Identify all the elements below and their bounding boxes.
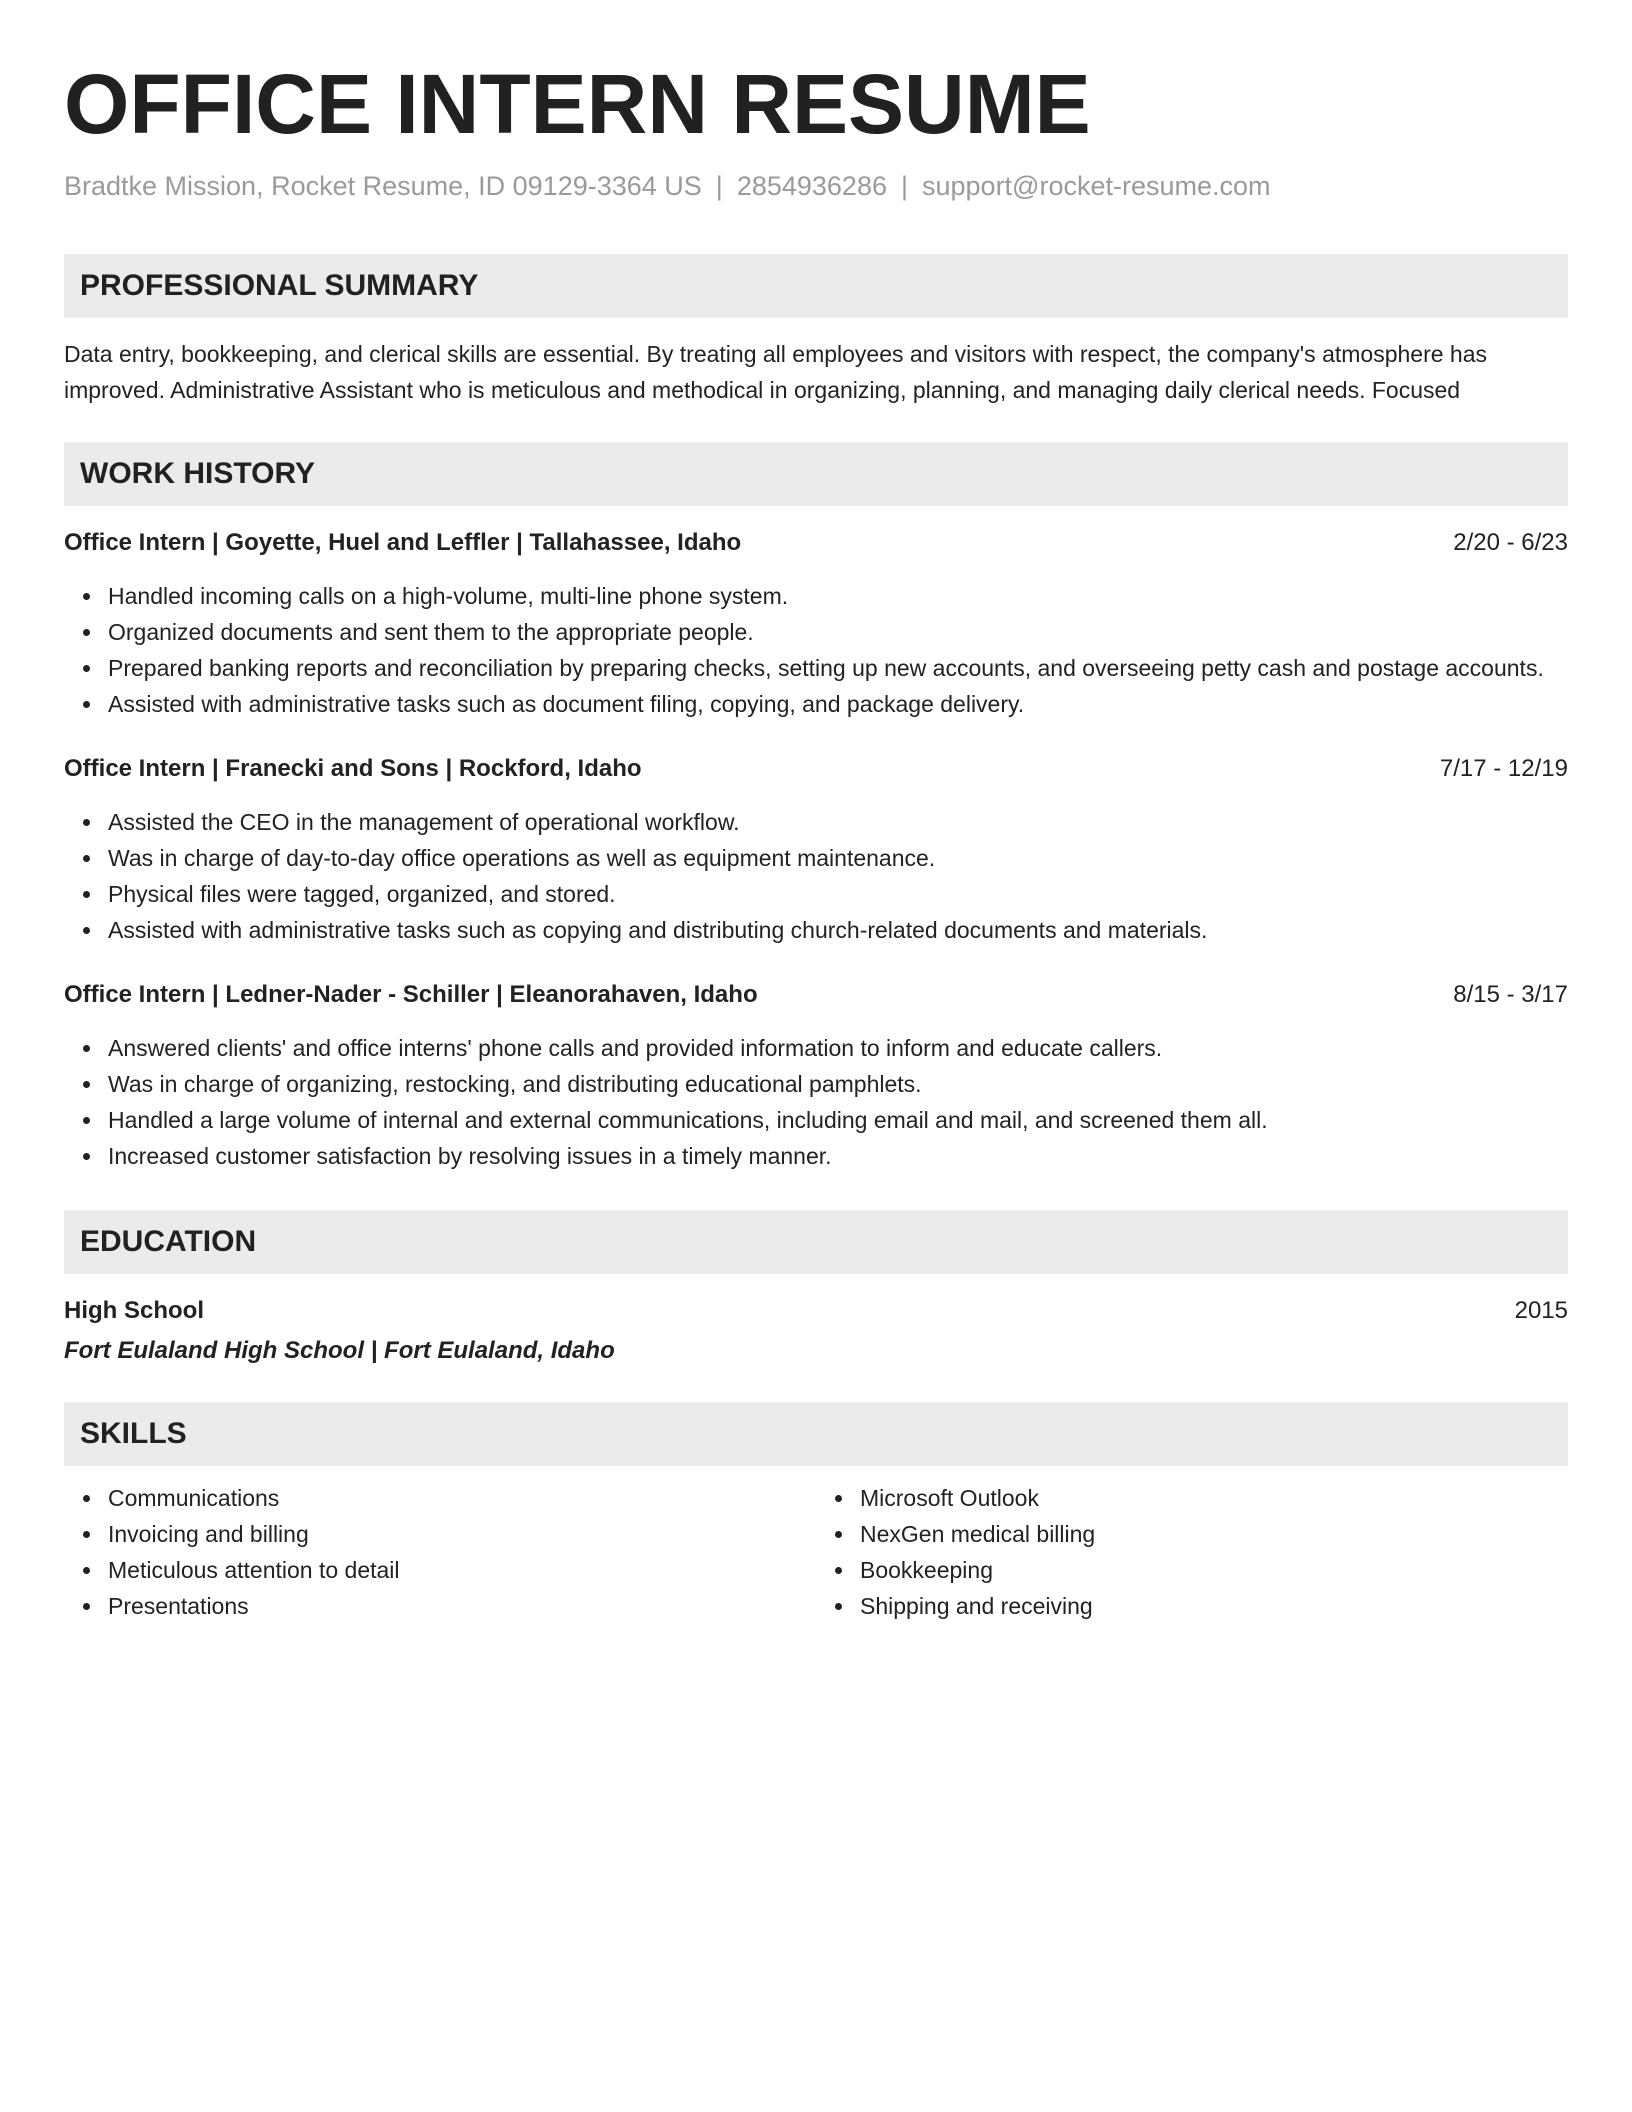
job-duties bbox=[64, 1030, 1568, 1174]
education-year: 2015 bbox=[1514, 1297, 1568, 1324]
job-duty: Physical files were tagged, organized, and stored. bbox=[108, 876, 1568, 912]
job-duties bbox=[64, 578, 1568, 722]
job-duty: Assisted with administrative tasks such as copying and distributing church-related documents and materials. bbox=[108, 912, 1568, 948]
skills-columns bbox=[64, 1480, 1568, 1624]
skill-item: Microsoft Outlook bbox=[860, 1480, 1568, 1516]
skill-item: Communications bbox=[108, 1480, 816, 1516]
job-dates: 2/20 - 6/23 bbox=[1453, 529, 1568, 556]
skill-item: Presentations bbox=[108, 1588, 816, 1624]
job-duty: Increased customer satisfaction by resolving issues in a timely manner. bbox=[108, 1138, 1568, 1174]
skill-item: NexGen medical billing bbox=[860, 1516, 1568, 1552]
job-entry bbox=[64, 526, 1568, 722]
skill-item: Invoicing and billing bbox=[108, 1516, 816, 1552]
section-heading-work-history: WORK HISTORY bbox=[64, 442, 1568, 506]
education-entry bbox=[64, 1294, 1568, 1368]
job-duty: Was in charge of day-to-day office operations as well as equipment maintenance. bbox=[108, 840, 1568, 876]
job-duty: Answered clients' and office interns' phone calls and provided information to inform and educate callers. bbox=[108, 1030, 1568, 1066]
job-duty: Prepared banking reports and reconciliation by preparing checks, setting up new accounts, and overseeing petty cash and postage accounts. bbox=[108, 650, 1568, 686]
contact-email[interactable]: support@rocket-resume.com bbox=[922, 171, 1271, 201]
contact-line bbox=[64, 168, 1568, 204]
contact-separator: | bbox=[715, 171, 723, 201]
section-heading-education: EDUCATION bbox=[64, 1210, 1568, 1274]
resume-title: OFFICE INTERN RESUME bbox=[64, 57, 1091, 151]
section-heading-summary: PROFESSIONAL SUMMARY bbox=[64, 254, 1568, 318]
job-dates: 8/15 - 3/17 bbox=[1453, 981, 1568, 1008]
job-header bbox=[64, 526, 1568, 560]
job-duty: Assisted with administrative tasks such as document filing, copying, and package delivery. bbox=[108, 686, 1568, 722]
job-duties bbox=[64, 804, 1568, 948]
job-dates: 7/17 - 12/19 bbox=[1439, 755, 1568, 782]
contact-separator: | bbox=[900, 171, 908, 201]
skills-column-left bbox=[64, 1480, 816, 1624]
skill-item: Bookkeeping bbox=[860, 1552, 1568, 1588]
education-degree: High School bbox=[64, 1297, 204, 1324]
summary-text: Data entry, bookkeeping, and clerical skills are essential. By treating all employees and visitors with respect, the company's atmosphere has improved. Administrative Assistant who is meticulous and methodical in organizing, planning, and managing daily clerical needs. Focused bbox=[64, 341, 1488, 403]
job-header bbox=[64, 978, 1568, 1012]
job-title: Office Intern | Franecki and Sons | Rockford, Idaho bbox=[64, 755, 642, 782]
education-header bbox=[64, 1294, 1568, 1328]
job-duty: Assisted the CEO in the management of operational workflow. bbox=[108, 804, 1568, 840]
education-school: Fort Eulaland High School | Fort Eulaland, Idaho bbox=[64, 1337, 615, 1364]
job-duty: Handled incoming calls on a high-volume, multi-line phone system. bbox=[108, 578, 1568, 614]
section-heading-skills: SKILLS bbox=[64, 1402, 1568, 1466]
skill-item: Shipping and receiving bbox=[860, 1588, 1568, 1624]
skills-column-right bbox=[816, 1480, 1568, 1624]
job-header bbox=[64, 752, 1568, 786]
job-duty: Organized documents and sent them to the appropriate people. bbox=[108, 614, 1568, 650]
contact-address: Bradtke Mission, Rocket Resume, ID 09129-3364 US bbox=[64, 171, 702, 201]
skill-item: Meticulous attention to detail bbox=[108, 1552, 816, 1588]
job-entry bbox=[64, 752, 1568, 948]
job-title: Office Intern | Ledner-Nader - Schiller | Eleanorahaven, Idaho bbox=[64, 981, 758, 1008]
contact-phone[interactable]: 2854936286 bbox=[736, 171, 887, 201]
job-duty: Handled a large volume of internal and external communications, including email and mail, and screened them all. bbox=[108, 1102, 1568, 1138]
job-title: Office Intern | Goyette, Huel and Leffler | Tallahassee, Idaho bbox=[64, 529, 742, 556]
job-entry bbox=[64, 978, 1568, 1174]
job-duty: Was in charge of organizing, restocking, and distributing educational pamphlets. bbox=[108, 1066, 1568, 1102]
